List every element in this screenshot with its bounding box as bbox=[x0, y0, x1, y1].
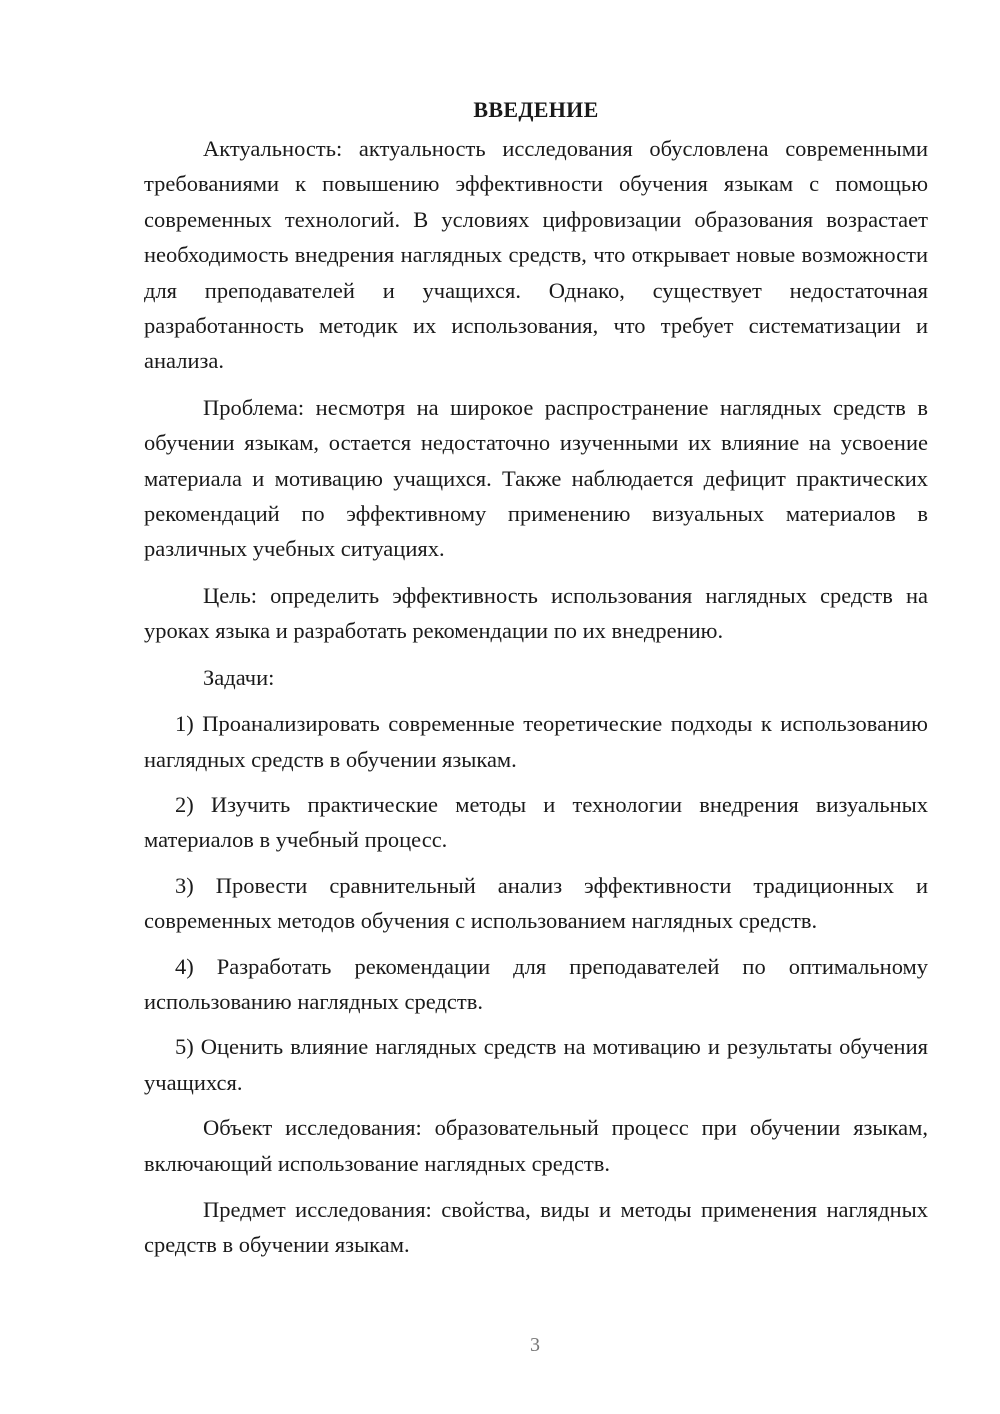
task-item-1: 1) Проанализировать современные теоретические подходы к использованию наглядных средств в обучении языкам. bbox=[144, 711, 928, 772]
goal-paragraph: Цель: определить эффективность использования наглядных средств на уроках языка и разработать рекомендации по их внедрению. bbox=[144, 582, 928, 644]
document-page bbox=[144, 92, 928, 1274]
task-item-3: 3) Провести сравнительный анализ эффективности традиционных и современных методов обучения с использованием наглядных средств. bbox=[144, 872, 928, 934]
task-item-5: 5) Оценить влияние наглядных средств на мотивацию и результаты обучения учащихся. bbox=[144, 1034, 928, 1095]
task-item-2: 2) Изучить практические методы и технологии внедрения визуальных материалов в учебный процесс. bbox=[144, 791, 928, 853]
problem-paragraph: Проблема: несмотря на широкое распространение наглядных средств в обучении языкам, остается недостаточно изученными их влияние на усвоение материала и мотивацию учащихся. Также наблюдается дефицит практических рекомендаций по эффективному применению визуальных материалов в различных учебных ситуациях. bbox=[144, 394, 928, 562]
tasks-heading: Задачи: bbox=[203, 664, 275, 690]
research-subject-paragraph: Предмет исследования: свойства, виды и методы применения наглядных средств в обучении языкам. bbox=[144, 1196, 928, 1258]
task-item-4: 4) Разработать рекомендации для преподавателей по оптимальному использованию наглядных средств. bbox=[144, 953, 928, 1014]
page-number: 3 bbox=[530, 1334, 540, 1356]
research-object-paragraph: Объект исследования: образовательный процесс при обучении языкам, включающий использование наглядных средств. bbox=[144, 1115, 928, 1176]
relevance-paragraph: Актуальность: актуальность исследования обусловлена современными требованиями к повышению эффективности обучения языкам с помощью современных технологий. В условиях цифровизации образования возрастает необходимость внедрения наглядных средств, что открывает новые возможности для преподавателей и учащихся. Однако, существует недостаточная разработанность методик их использования, что требует систематизации и анализа. bbox=[144, 136, 928, 374]
page-title: ВВЕДЕНИЕ bbox=[473, 97, 599, 122]
